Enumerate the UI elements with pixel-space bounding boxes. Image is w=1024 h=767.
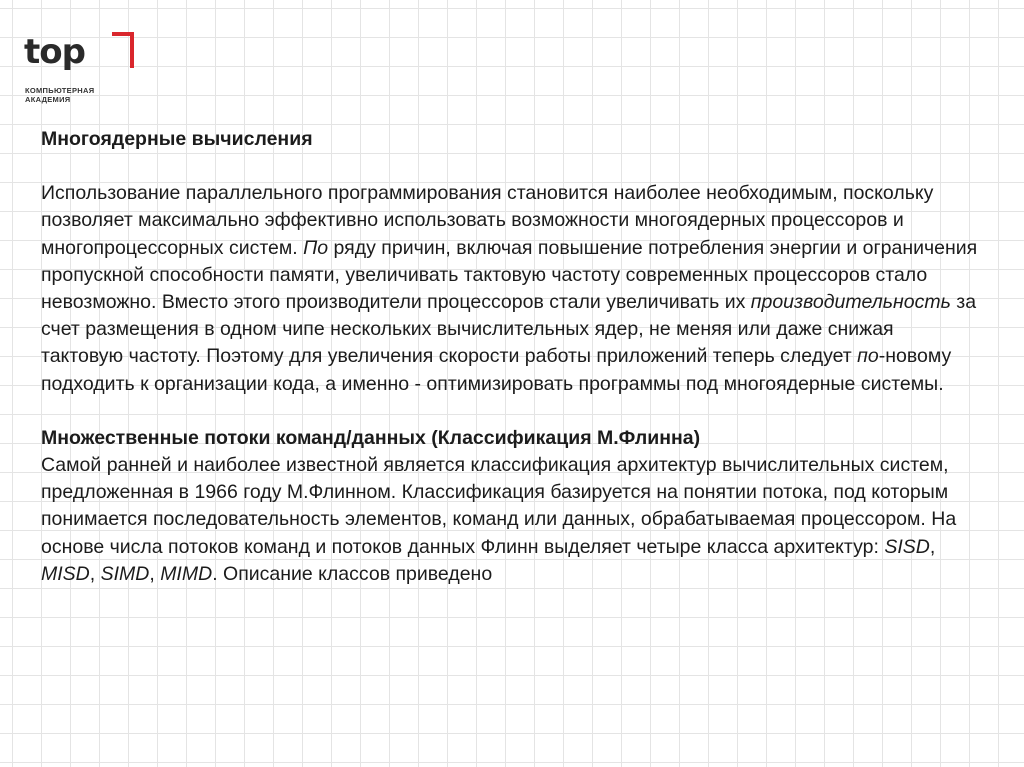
slide-content — [41, 126, 981, 588]
section2-text: Самой ранней и наиболее известной является классификация архитектур вычислительных систем, предложенная в 1966 году М.Флинном. Классификация базируется на понятии потока, под которым понимается последовательность элементов, команд или данных, обрабатываемая процессором. На основе числа потоков команд и потоков данных Флинн выделяет четыре класса архитектур: — [41, 454, 957, 558]
section2-heading: Множественные потоки команд/данных (Классификация М.Флинна) — [41, 426, 701, 449]
section1-italic-3: по — [857, 345, 879, 368]
section1-italic-2: производительность — [750, 291, 951, 314]
section2-paragraph: Самой ранней и наиболее известной является классификация архитектур вычислительных систем, предложенная в 1966 году М.Флинном. Классификация базируется на понятии потока, под которым понимается последовательность элементов, команд или данных, обрабатываемая процессором. На основе числа потоков команд и потоков данных Флинн выделяет четыре класса архитектур: SISD, MISD, SIMD, MIMD. Описание классов приведено — [41, 454, 957, 585]
spacer — [41, 398, 981, 425]
section1-text-2: ряду причин, включая повышение потребления энергии и ограничения пропускной способности памяти, увеличивать тактовую частоту современных процессоров стало невозможно. Вместо этого производители процессоров стали увеличивать их — [41, 236, 978, 314]
class-simd: SIMD — [100, 562, 150, 585]
logo-wordmark: top — [24, 32, 85, 72]
section1-text-4: -новому подходить к организации кода, а именно - оптимизировать программы под многоядерные системы. — [41, 345, 952, 395]
section1-paragraph — [41, 180, 981, 398]
section1-text-1: Использование параллельного программирования становится наиболее необходимым, поскольку позволяет максимально эффективно использовать возможности многоядерных процессоров и многопроцессорных систем. — [41, 182, 934, 259]
class-sisd: SISD — [884, 535, 930, 558]
section1-italic-1: По — [303, 236, 329, 259]
logo-subtitle — [25, 86, 94, 104]
section1-text-3: за счет размещения в одном чипе нескольких вычислительных ядер, не меняя или даже снижая тактовую частоту. Поэтому для увеличения скорости работы приложений теперь следует — [41, 291, 977, 368]
logo-bracket-icon — [112, 32, 134, 68]
spacer — [41, 153, 981, 180]
class-misd: MISD — [41, 562, 90, 585]
section2-tail: . Описание классов приведено — [212, 562, 493, 585]
logo-subtitle-line1: КОМПЬЮТЕРНАЯ — [25, 86, 95, 95]
section1-heading: Многоядерные вычисления — [41, 128, 313, 150]
logo-subtitle-line2: АКАДЕМИЯ — [25, 95, 71, 104]
logo — [24, 28, 144, 108]
class-mimd: MIMD — [160, 562, 213, 585]
